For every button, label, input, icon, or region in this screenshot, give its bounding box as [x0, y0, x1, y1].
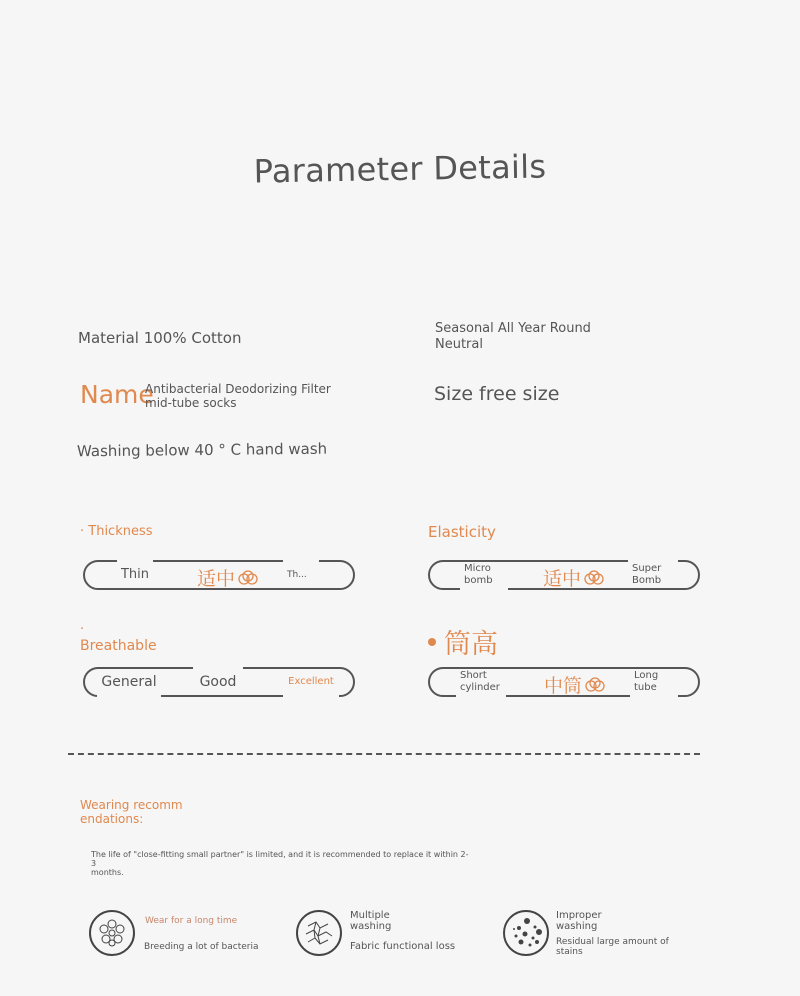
thickness-middle-text: 适中	[197, 568, 236, 590]
page-title: Parameter Details	[253, 147, 547, 191]
elasticity-right-segment	[628, 560, 678, 590]
neutral-line: Neutral	[435, 337, 483, 352]
seasonal-spec	[435, 321, 591, 353]
bacteria-icon	[89, 910, 135, 956]
name-description	[145, 382, 331, 410]
tube-heading	[428, 622, 498, 661]
elasticity-label: Elasticity	[428, 523, 496, 541]
thickness-left-text: Thin	[120, 567, 150, 582]
tip-3-line-b	[556, 937, 669, 957]
tube-right-segment	[630, 667, 678, 697]
tip-3-line-b1: Residual large amount of	[556, 937, 669, 947]
tube-right-text: Long tube	[634, 670, 659, 693]
tube-scale	[428, 667, 700, 697]
tube-middle	[544, 671, 606, 698]
breathable-middle-text: Good	[199, 674, 237, 690]
tube-heading-text: 筒高	[444, 629, 498, 660]
breathable-middle-segment	[193, 667, 243, 697]
breathable-right-text: Excellent	[288, 676, 334, 687]
breathable-left-text: General	[101, 674, 157, 690]
thickness-middle	[197, 564, 259, 591]
tip-1-line-a: Wear for a long time	[145, 916, 238, 926]
breathable-left-segment	[97, 667, 161, 697]
breathable-label	[80, 622, 157, 654]
breathable-label-text: Breathable	[80, 638, 157, 654]
name-desc-line: mid-tube socks	[145, 396, 237, 410]
elasticity-right-text: Super Bomb	[632, 563, 662, 586]
dashed-divider	[68, 753, 700, 755]
tip-2-line-a2: washing	[350, 921, 392, 932]
tip-2-line-a1: Multiple	[350, 910, 390, 921]
wearing-title-line: Wearing recomm	[80, 798, 183, 812]
tip-3-line-a1: Improper	[556, 910, 602, 921]
name-label: Name	[80, 380, 154, 409]
thickness-label: · Thickness	[80, 524, 153, 539]
bullet-dot-icon	[428, 638, 436, 646]
fabric-icon	[296, 910, 342, 956]
tip-1-line-b: Breeding a lot of bacteria	[144, 942, 259, 952]
tip-3-line-a	[556, 910, 602, 932]
tip-2-line-b: Fabric functional loss	[350, 941, 456, 952]
name-desc-line: Antibacterial Deodorizing Filter	[145, 382, 331, 396]
elasticity-left-segment	[460, 560, 508, 590]
wearing-description	[91, 850, 471, 877]
thickness-left-segment	[117, 560, 153, 590]
washing-spec: Washing below 40 ° C hand wash	[76, 439, 328, 461]
breathable-dot: ·	[80, 622, 85, 637]
stains-icon	[503, 910, 549, 956]
material-spec: Material 100% Cotton	[78, 329, 242, 347]
seasonal-line: Seasonal All Year Round	[435, 321, 591, 336]
wearing-desc-line: months.	[91, 868, 124, 877]
elasticity-middle-text: 适中	[543, 568, 582, 590]
tube-left-segment	[456, 667, 506, 697]
name-label-box	[80, 380, 154, 409]
tip-3-line-a2: washing	[556, 921, 598, 932]
thickness-right-text: Th...	[287, 570, 307, 580]
thickness-scale	[83, 560, 355, 590]
elasticity-scale	[428, 560, 700, 590]
breathable-scale	[83, 667, 355, 697]
wearing-title-line: endations:	[80, 812, 144, 826]
elasticity-middle	[543, 564, 605, 591]
wearing-desc-line: The life of "close-fitting small partner" is limited, and it is recommended to replace it within 2-3	[91, 850, 469, 868]
size-spec: Size free size	[434, 383, 560, 405]
cotton-icon	[584, 677, 606, 693]
breathable-right-segment	[283, 667, 339, 697]
tube-middle-text: 中筒	[544, 675, 583, 697]
elasticity-left-text: Micro bomb	[464, 563, 493, 586]
tip-3-line-b2: stains	[556, 947, 583, 957]
thickness-right-segment	[283, 560, 319, 590]
cotton-icon	[237, 570, 259, 586]
tube-left-text: Short cylinder	[460, 670, 500, 693]
cotton-icon	[583, 570, 605, 586]
tip-2-line-a	[350, 910, 391, 932]
wearing-title	[80, 798, 183, 826]
